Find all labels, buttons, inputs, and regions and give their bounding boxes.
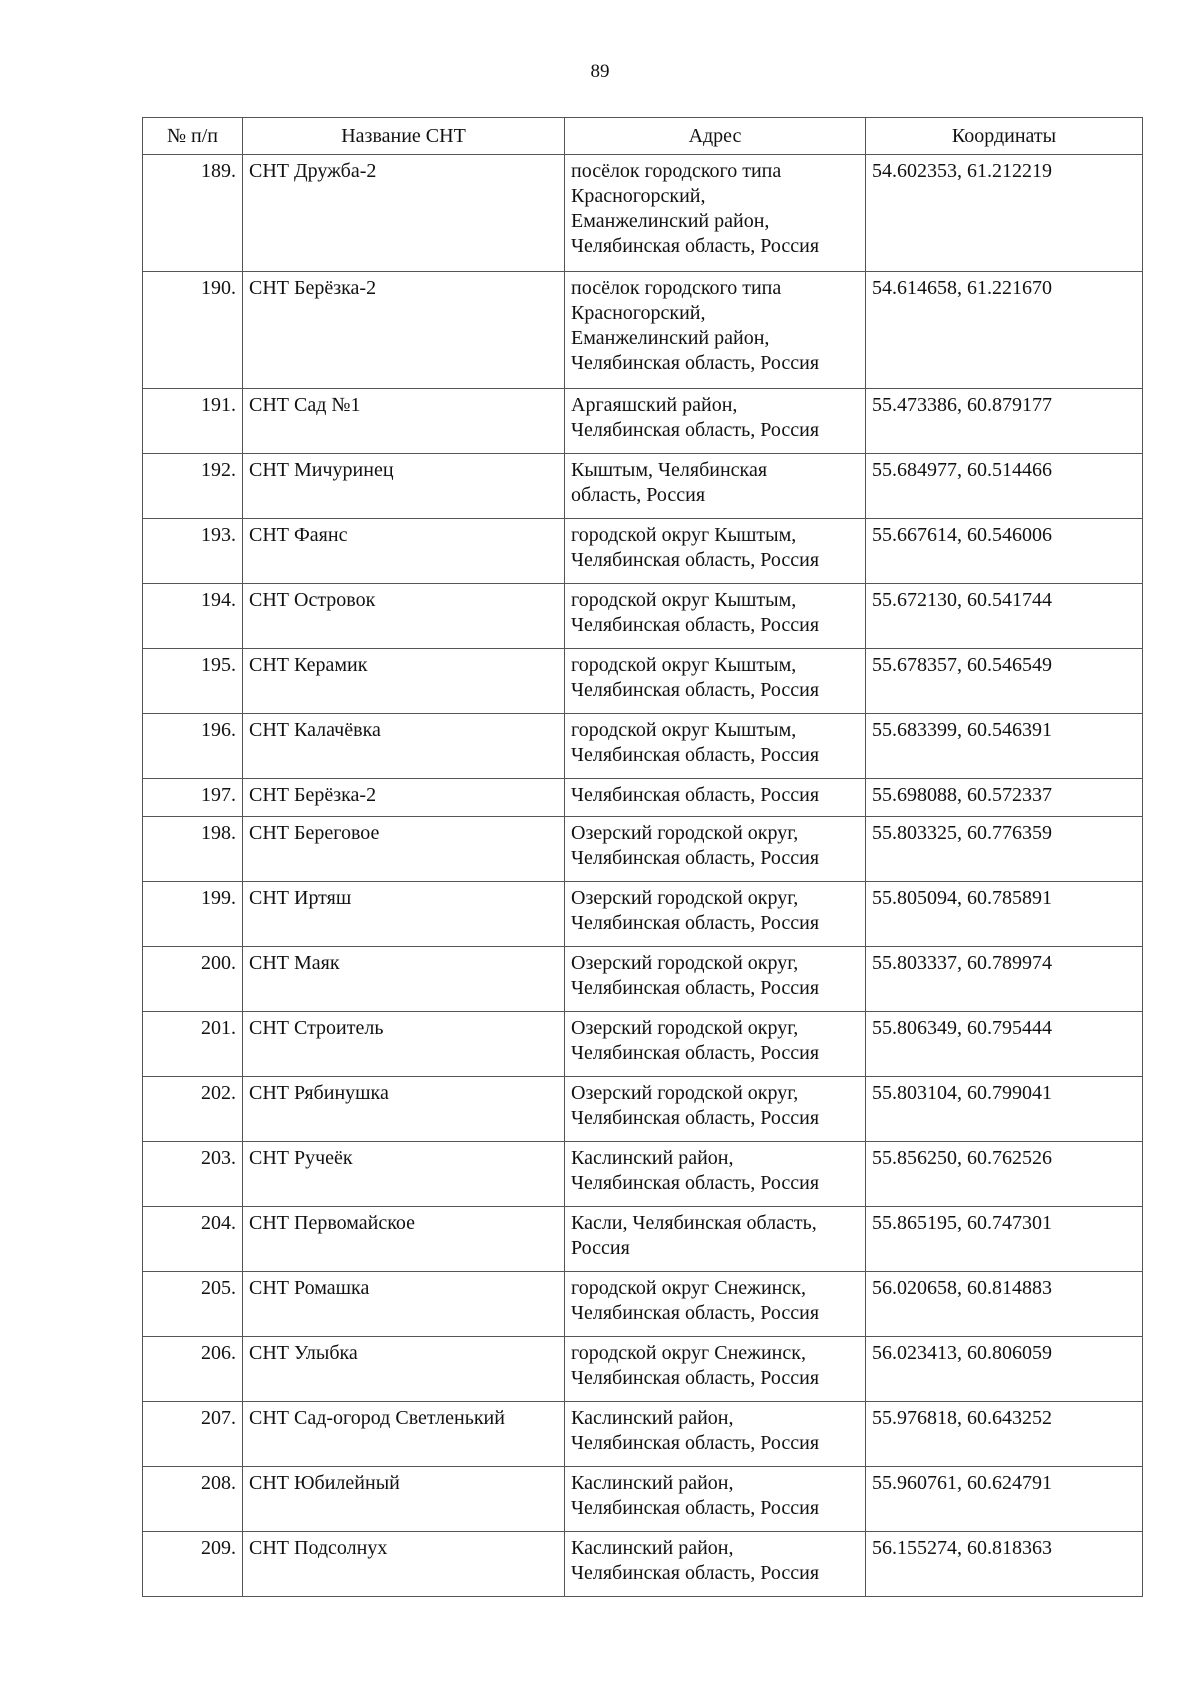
row-address: Касли, Челябинская область, Россия xyxy=(565,1207,866,1272)
row-address: городской округ Кыштым, Челябинская область, Россия xyxy=(565,714,866,779)
row-address: городской округ Снежинск, Челябинская область, Россия xyxy=(565,1337,866,1402)
row-num: 208. xyxy=(143,1467,243,1532)
row-num: 193. xyxy=(143,519,243,584)
header-num: № п/п xyxy=(143,118,243,155)
row-num: 197. xyxy=(143,779,243,817)
table-row xyxy=(143,714,1143,779)
table-row xyxy=(143,1207,1143,1272)
row-name: СНТ Сад-огород Светленький xyxy=(243,1402,565,1467)
row-num: 199. xyxy=(143,882,243,947)
row-name: СНТ Берёзка-2 xyxy=(243,272,565,389)
row-address: Озерский городской округ, Челябинская область, Россия xyxy=(565,817,866,882)
row-coordinates: 55.803337, 60.789974 xyxy=(866,947,1143,1012)
table-row xyxy=(143,272,1143,389)
row-num: 196. xyxy=(143,714,243,779)
table-row xyxy=(143,1142,1143,1207)
row-coordinates: 55.473386, 60.879177 xyxy=(866,389,1143,454)
row-name: СНТ Рябинушка xyxy=(243,1077,565,1142)
row-address: Озерский городской округ, Челябинская область, Россия xyxy=(565,882,866,947)
table-row xyxy=(143,1012,1143,1077)
row-coordinates: 56.155274, 60.818363 xyxy=(866,1532,1143,1597)
row-name: СНТ Калачёвка xyxy=(243,714,565,779)
table-row xyxy=(143,155,1143,272)
row-name: СНТ Береговое xyxy=(243,817,565,882)
row-coordinates: 55.672130, 60.541744 xyxy=(866,584,1143,649)
row-coordinates: 55.865195, 60.747301 xyxy=(866,1207,1143,1272)
table-row xyxy=(143,519,1143,584)
row-coordinates: 54.614658, 61.221670 xyxy=(866,272,1143,389)
row-coordinates: 55.684977, 60.514466 xyxy=(866,454,1143,519)
row-address: Каслинский район, Челябинская область, Россия xyxy=(565,1467,866,1532)
table-row xyxy=(143,649,1143,714)
row-name: СНТ Подсолнух xyxy=(243,1532,565,1597)
table-header-row xyxy=(143,118,1143,155)
row-coordinates: 55.683399, 60.546391 xyxy=(866,714,1143,779)
row-address: посёлок городского типа Красногорский, Еманжелинский район, Челябинская область, Россия xyxy=(565,272,866,389)
row-address: Челябинская область, Россия xyxy=(565,779,866,817)
row-num: 195. xyxy=(143,649,243,714)
row-coordinates: 56.023413, 60.806059 xyxy=(866,1337,1143,1402)
row-num: 194. xyxy=(143,584,243,649)
row-coordinates: 56.020658, 60.814883 xyxy=(866,1272,1143,1337)
row-name: СНТ Строитель xyxy=(243,1012,565,1077)
row-name: СНТ Улыбка xyxy=(243,1337,565,1402)
header-name: Название СНТ xyxy=(243,118,565,155)
row-coordinates: 55.678357, 60.546549 xyxy=(866,649,1143,714)
row-name: СНТ Керамик xyxy=(243,649,565,714)
row-num: 209. xyxy=(143,1532,243,1597)
row-num: 189. xyxy=(143,155,243,272)
row-address: Кыштым, Челябинская область, Россия xyxy=(565,454,866,519)
table-row xyxy=(143,454,1143,519)
table-row xyxy=(143,947,1143,1012)
row-address: Озерский городской округ, Челябинская область, Россия xyxy=(565,1077,866,1142)
table-row xyxy=(143,389,1143,454)
table-row xyxy=(143,1337,1143,1402)
table-row xyxy=(143,1077,1143,1142)
row-name: СНТ Маяк xyxy=(243,947,565,1012)
row-num: 200. xyxy=(143,947,243,1012)
row-name: СНТ Дружба-2 xyxy=(243,155,565,272)
row-coordinates: 55.698088, 60.572337 xyxy=(866,779,1143,817)
row-num: 190. xyxy=(143,272,243,389)
row-num: 192. xyxy=(143,454,243,519)
table-row xyxy=(143,1467,1143,1532)
row-address: городской округ Снежинск, Челябинская область, Россия xyxy=(565,1272,866,1337)
row-name: СНТ Мичуринец xyxy=(243,454,565,519)
row-coordinates: 55.803104, 60.799041 xyxy=(866,1077,1143,1142)
row-coordinates: 54.602353, 61.212219 xyxy=(866,155,1143,272)
table-row xyxy=(143,1532,1143,1597)
row-coordinates: 55.960761, 60.624791 xyxy=(866,1467,1143,1532)
row-address: Аргаяшский район, Челябинская область, Россия xyxy=(565,389,866,454)
table-row xyxy=(143,1272,1143,1337)
row-num: 198. xyxy=(143,817,243,882)
row-num: 207. xyxy=(143,1402,243,1467)
table-row xyxy=(143,882,1143,947)
row-name: СНТ Фаянс xyxy=(243,519,565,584)
row-address: Каслинский район, Челябинская область, Россия xyxy=(565,1402,866,1467)
table-row xyxy=(143,584,1143,649)
row-num: 204. xyxy=(143,1207,243,1272)
table-row xyxy=(143,779,1143,817)
row-num: 206. xyxy=(143,1337,243,1402)
row-name: СНТ Иртяш xyxy=(243,882,565,947)
snt-table xyxy=(142,117,1143,1597)
row-address: Каслинский район, Челябинская область, Россия xyxy=(565,1532,866,1597)
row-address: Озерский городской округ, Челябинская область, Россия xyxy=(565,947,866,1012)
row-name: СНТ Первомайское xyxy=(243,1207,565,1272)
row-address: городской округ Кыштым, Челябинская область, Россия xyxy=(565,649,866,714)
table-row xyxy=(143,1402,1143,1467)
row-address: посёлок городского типа Красногорский, Еманжелинский район, Челябинская область, Россия xyxy=(565,155,866,272)
row-address: городской округ Кыштым, Челябинская область, Россия xyxy=(565,584,866,649)
row-coordinates: 55.806349, 60.795444 xyxy=(866,1012,1143,1077)
row-num: 203. xyxy=(143,1142,243,1207)
row-num: 201. xyxy=(143,1012,243,1077)
row-num: 202. xyxy=(143,1077,243,1142)
row-name: СНТ Юбилейный xyxy=(243,1467,565,1532)
row-name: СНТ Островок xyxy=(243,584,565,649)
row-coordinates: 55.803325, 60.776359 xyxy=(866,817,1143,882)
row-coordinates: 55.805094, 60.785891 xyxy=(866,882,1143,947)
row-coordinates: 55.667614, 60.546006 xyxy=(866,519,1143,584)
row-address: Каслинский район, Челябинская область, Россия xyxy=(565,1142,866,1207)
row-coordinates: 55.856250, 60.762526 xyxy=(866,1142,1143,1207)
row-address: городской округ Кыштым, Челябинская область, Россия xyxy=(565,519,866,584)
row-num: 205. xyxy=(143,1272,243,1337)
row-name: СНТ Сад №1 xyxy=(243,389,565,454)
header-coordinates: Координаты xyxy=(866,118,1143,155)
row-name: СНТ Берёзка-2 xyxy=(243,779,565,817)
header-address: Адрес xyxy=(565,118,866,155)
row-address: Озерский городской округ, Челябинская область, Россия xyxy=(565,1012,866,1077)
row-num: 191. xyxy=(143,389,243,454)
table-row xyxy=(143,817,1143,882)
row-coordinates: 55.976818, 60.643252 xyxy=(866,1402,1143,1467)
page-number: 89 xyxy=(590,61,610,82)
row-name: СНТ Ромашка xyxy=(243,1272,565,1337)
row-name: СНТ Ручеёк xyxy=(243,1142,565,1207)
